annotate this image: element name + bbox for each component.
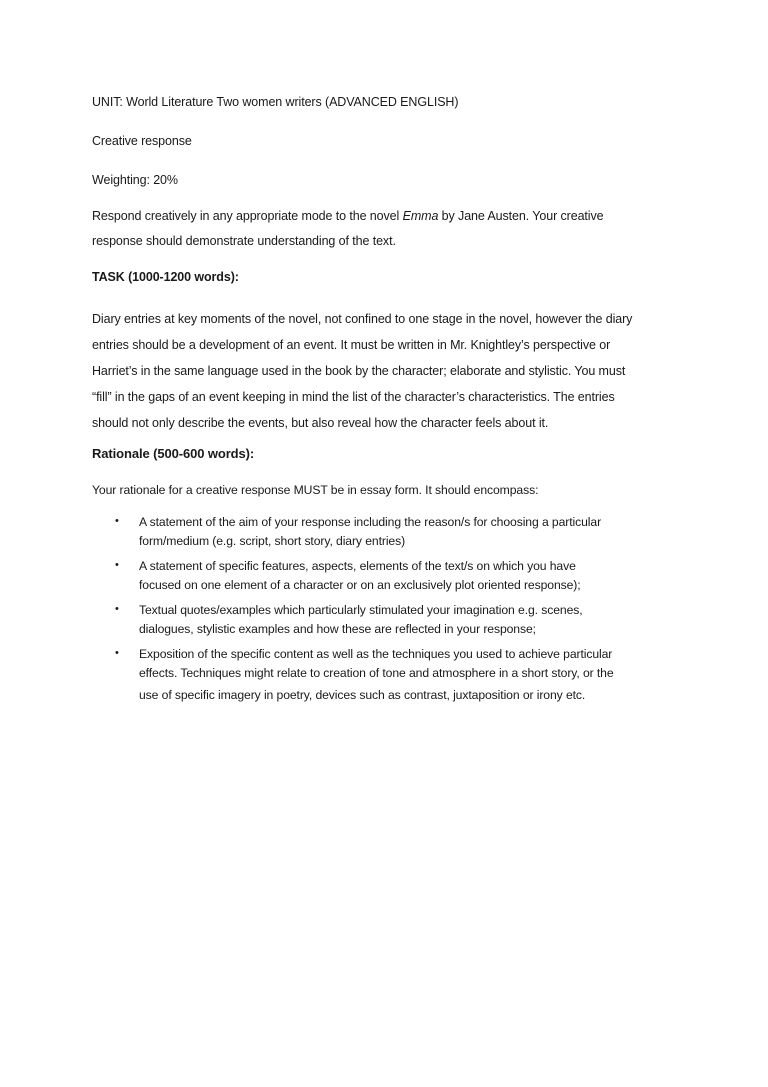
respond-line-1 [92,208,692,224]
task-line: entries should be a development of an event. It must be written in Mr. Knightley’s perspective or [92,338,611,352]
weighting-text: Weighting: 20% [92,173,178,187]
bullet-line: A statement of specific features, aspects, elements of the text/s on which you have [139,559,576,573]
respond-line-1-after: by Jane Austen. Your creative [438,209,604,223]
bullet-icon: • [115,647,119,659]
list-item [92,554,692,596]
respond-paragraph [92,208,692,249]
rationale-intro: Your rationale for a creative response MUST be in essay form. It should encompass: [92,483,539,497]
list-item [92,598,692,640]
novel-title: Emma [402,209,439,223]
bullet-line: form/medium (e.g. script, short story, diary entries) [139,534,406,548]
bullet-line: Exposition of the specific content as well as the techniques you used to achieve particular [139,647,613,661]
bullet-line: dialogues, stylistic examples and how these are reflected in your response; [139,622,536,636]
bullet-line: A statement of the aim of your response including the reason/s for choosing a particular [139,515,602,529]
bullet-icon: • [115,515,119,527]
bullet-icon: • [115,603,119,615]
bullet-line: effects. Techniques might relate to creation of tone and atmosphere in a short story, or the [139,666,614,680]
document-page [92,94,692,708]
respond-line-1-before: Respond creatively in any appropriate mode to the novel [92,209,403,223]
unit-title: UNIT: World Literature Two women writers (ADVANCED ENGLISH) [92,95,459,109]
task-line: Diary entries at key moments of the novel, not confined to one stage in the novel, however the diary [92,312,633,326]
respond-line-2: response should demonstrate understanding of the text. [92,234,396,248]
list-item [92,642,692,706]
task-line: Harriet’s in the same language used in the book by the character; elaborate and stylistic. You must [92,364,626,378]
bullet-line: Textual quotes/examples which particularly stimulated your imagination e.g. scenes, [139,603,583,617]
rationale-bullet-list [92,510,692,706]
bullet-icon: • [115,559,119,571]
task-line: “fill” in the gaps of an event keeping in mind the list of the character’s characteristics. The entries [92,390,615,404]
bullet-line: focused on one element of a character or on an exclusively plot oriented response); [139,578,581,592]
rationale-heading: Rationale (500-600 words): [92,446,255,461]
task-heading: TASK (1000-1200 words): [92,270,239,284]
document-subtitle: Creative response [92,134,192,148]
task-paragraph [92,306,692,436]
list-item [92,510,692,552]
task-line: should not only describe the events, but also reveal how the character feels about it. [92,416,549,430]
bullet-line: use of specific imagery in poetry, devices such as contrast, juxtaposition or irony etc. [139,688,586,702]
